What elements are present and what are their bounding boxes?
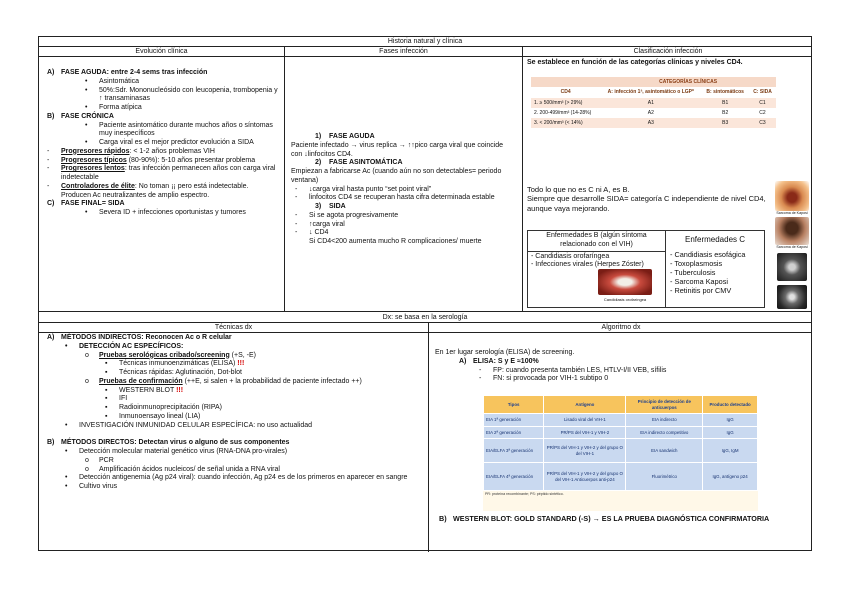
chest-xray-photo [777,253,807,281]
tecnicas-column [39,333,429,552]
clasificacion-intro: Se establece en función de las categorías clínicas y niveles CD4. [527,59,743,66]
table-row: EIA 1ª generación Lisado viral del VIH-1 EIA indirecto IgG [484,414,758,427]
cd4-classification-table [531,77,776,128]
header-clasificacion: Clasificación infección [633,48,703,55]
enfermedades-b [528,231,666,307]
enfermedades-b-title: Enfermedades B (algún síntoma relacionado con el VIH) [528,231,665,252]
emphasis-marker: !!! [176,386,184,394]
list-item: - Si se agota progresivamente [295,211,399,219]
list-item: • Severa ID + infecciones oportunistas y tumores [85,209,246,216]
list-item: ▪ IFI [105,395,128,403]
table-header: Tipos [484,396,544,414]
column-headers [39,47,811,57]
emphasis-marker: !!! [237,360,245,368]
evolucion-column [39,57,285,311]
dx-column-headers [39,323,811,333]
list-item: - Controladores de élite: No toman ¡¡ pero está indetectable. Producen Ac neutralizantes de amplio espectro. [47,182,249,199]
fase-1-title: FASE AGUDA [329,133,375,140]
table-row: 2. 200-499/mm³ (14-28%) A2 B2 C2 [531,108,776,118]
algoritmo-intro: En 1er lugar serología (ELISA) de screening. [435,349,575,356]
list-item: - Progresores típicos (80-90%): 5-10 años presentar problema [47,156,256,164]
fases-column [285,57,523,311]
list-item: ▪ Radioinmunoprecipitación (RIPA) [105,404,222,411]
fase-1: 1) FASE AGUDA [315,133,375,140]
note-1: Todo lo que no es C ni A, es B. [527,185,630,194]
elisa-generations-figure [483,395,758,511]
list-item: - Toxoplasmosis [670,259,723,269]
algoritmo-fn: - FN: si provocada por VIH-1 subtipo 0 [479,375,609,383]
table-header: CD4 [560,89,571,96]
algoritmo-western: B) WESTERN BLOT: GOLD STANDARD (-S) → ES LA PRUEBA DIAGNÓSTICA CONFIRMATORIA [439,514,770,523]
table-title: CATEGORÍAS CLÍNICAS [600,77,776,87]
confirmacion-list [61,387,422,422]
list-item: • 50%:Sdr. Mononucleósido con leucopenia, trombopenia y ↑ transaminasas [85,86,278,103]
list-item: - ↑carga viral [295,220,345,228]
list-item: • Asintomática [85,77,140,85]
table-row: 1. ≥ 500/mm³ (> 29%) A1 B1 C1 [531,98,776,108]
kaposi-photo-1 [775,181,809,211]
list-item: - Sarcoma Kaposi [670,277,729,287]
list-item: - Candidiasis orofaríngea [531,252,610,260]
list-item: - Progresores rápidos: < 1-2 años problemas VIH [47,147,215,155]
list-item: • Carga viral es el mejor predictor evolución a SIDA [85,139,254,146]
evolucion-c-title: FASE FINAL= SIDA [61,200,125,208]
dx-content [39,333,811,552]
photo-caption: Sarcoma de Kaposi [776,245,808,249]
list-item: ▪ Técnicas rápidas: Aglutinación, Dot-blot [105,369,242,376]
algoritmo-fp: - FP: cuando presenta también LES, HTLV-I/II VEB, sífilis [479,366,667,374]
fase-2-title: FASE ASINTOMÁTICA [329,159,403,167]
evolucion-c: C) FASE FINAL= SIDA [47,200,125,208]
list-item: ▪ Inmunoensayo lineal (LIA) [105,412,201,420]
fase-3-title: SIDA [329,203,346,210]
fase-2-text: Empiezan a fabricarse Ac (cuando aún no son detectables= periodo ventana) [291,168,502,184]
table-header: B: sintomáticos [706,89,744,96]
progresores-list [47,147,278,201]
dx-title [39,313,811,323]
molecular-list [61,457,422,475]
clasificacion-notes [527,185,777,213]
fase-3-tail: Si CD4<200 aumenta mucho R complicaciones/ muerte [309,238,482,245]
tecnicas-a-title: MÉTODOS INDIRECTOS: Reconocen Ac o R celular [61,334,232,341]
list-item: - Candidiasis esofágica [670,250,746,259]
header-evolucion: Evolución clínica [39,47,285,56]
cribado: o Pruebas serológicas cribado/screening (+S, -E) [85,351,256,359]
list-item: - ↓carga viral hasta punto “set point viral” [295,185,432,193]
list-item: - Tuberculosis [670,268,716,278]
enfermedades-c-list [666,250,764,296]
tecnicas-b-title: MÉTODOS DIRECTOS: Detectan virus o alguno de sus componentes [61,439,290,447]
evolucion-a-title: FASE AGUDA: entre 2-4 sems tras infección [61,69,208,76]
evolucion-a-mark: A) [47,69,55,76]
list-item: - Infecciones virales (Herpes Zóster) [531,261,644,269]
list-item: • Forma atípica [85,104,142,111]
header-tecnicas: Técnicas dx [39,323,429,332]
brain-scan-photo [777,285,807,309]
list-item: - Retinitis por CMV [670,286,732,296]
fase-3: 3) SIDA [315,203,346,210]
enfermedades-c [666,231,764,307]
table-header: Principio de detección de anticuerpos [626,396,703,414]
deteccion-ac: • DETECCIÓN AC ESPECÍFICOS: [65,342,184,350]
table-header: A: infección 1ª, asintomático o LGP* [607,89,694,96]
photo-caption: Candidiasis orofaríngea [603,297,647,302]
fase-1-text: Paciente infectado → virus replica → ↑↑pico carga viral que coincide con ↓linfocitos CD4. [291,141,504,158]
list-item: ▪ Técnicas inmunoenzimáticas (ELISA) !!! [105,360,245,368]
header-fases: Fases infección [285,47,523,56]
antigenemia: • Detección antigenemia (Ag p24 viral): cuando infección, Ag p24 es de los primeros en aparecer en sangre [65,474,408,482]
dx-title-text: Dx: se basa en la serología [382,314,468,321]
table-header: Producto detectado [703,396,758,414]
photo-caption: Sarcoma de Kaposi [776,211,808,215]
elisa-generations-table [483,395,758,491]
evolucion-c-list [61,209,278,218]
table-row: EIA/ELFA 3ª generación PR/PS del VIH-1 y VIH-2 y del grupo O del VIH-1 EIA sandwich IgG, IgM [484,439,758,463]
tecnicas-a: A) MÉTODOS INDIRECTOS: Reconocen Ac o R celular [47,334,232,341]
algoritmo-column [429,333,813,552]
molecular: • Detección molecular material genético virus (RNA-DNA pro-virales) [65,448,288,455]
list-item: o PCR [85,456,114,464]
enfermedades-box [527,230,765,308]
fase-2-list [291,186,516,204]
fase-2: 2) FASE ASINTOMÁTICA [315,159,403,167]
inmunidad-celular: • INVESTIGACIÓN INMUNIDAD CELULAR ESPECÍFICA: no uso actualidad [65,421,313,429]
enfermedades-c-title: Enfermedades C [684,235,746,244]
table-row: 3. < 200/mm³ (< 14%) A3 B3 C3 [531,118,776,128]
list-item: o Amplificación ácidos nucleicos/ de señal unida a RNA viral [85,465,280,473]
sheet-title-text: Historia natural y clínica [387,38,463,45]
list-item: - linfocitos CD4 se recuperan hasta cifra determinada estable [295,194,495,202]
tecnicas-b: B) MÉTODOS DIRECTOS: Detectan virus o alguno de sus componentes [47,439,290,447]
header-algoritmo: Algoritmo dx [601,324,641,331]
sheet-title [39,37,811,47]
cribado-list [61,360,422,378]
historia-content [39,57,811,312]
evolucion-b: B) FASE CRÓNICA [47,112,114,120]
table-header: Antígeno [544,396,626,414]
evolucion-b-title: FASE CRÓNICA [61,112,114,120]
fase-3-list [291,212,516,247]
kaposi-photo-2 [775,217,809,245]
confirmacion: o Pruebas de confirmación (++E, si salen + la probabilidad de paciente infectado ++) [85,377,362,385]
table-note: PR: proteína recombinante; PS: péptido sintético. [485,492,564,496]
evolucion-b-list [61,122,278,148]
list-item: - Progresores lentos: tras infección permanecen años con carga viral indetectable [47,165,276,181]
clasificacion-column [523,57,813,311]
list-item: - ↓ CD4 [295,229,329,237]
list-item: • Paciente asintomático durante muchos años o síntomas muy inespecíficos [85,121,273,138]
algoritmo-elisa: A) ELISA: S y E ≈100% [459,357,539,365]
table-row: EIA 2ª generación PR/PS del VIH-1 y VIH-2 EIA indirecto competitivo IgG [484,426,758,439]
notes-sheet [38,36,812,551]
note-2: Siempre que desarrolle SIDA= categoría C independiente de nivel CD4, aunque vaya mejorando. [527,194,766,213]
candidiasis-photo [598,269,652,295]
evolucion-a [47,69,278,78]
cultivo: • Cultivo virus [65,483,118,490]
table-header: C: SIDA [753,89,772,96]
evolucion-a-list [61,78,278,113]
table-row: EIA/ELFA 4ª generación PR/PS del VIH-1 y VIH-2 y del grupo O del VIH-1 Anticuerpos anti-p24 Fluorimétrico IgG, antígeno p24 [484,463,758,491]
list-item: ▪ WESTERN BLOT !!! [105,386,184,394]
